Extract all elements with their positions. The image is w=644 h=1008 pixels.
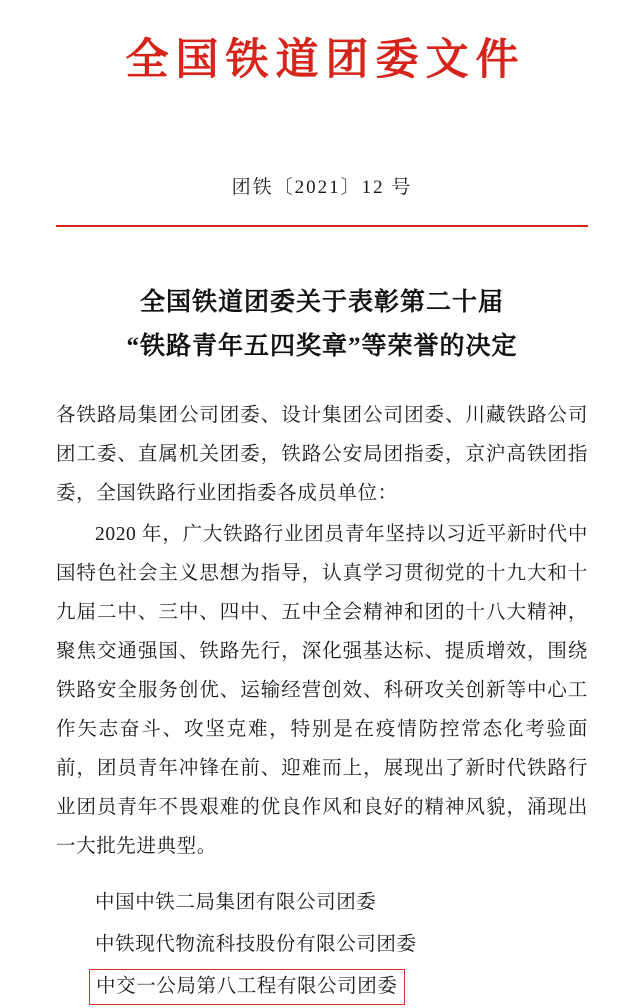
document-title — [56, 281, 588, 369]
document-title-line-2: “铁路青年五四奖章”等荣誉的决定 — [126, 332, 518, 360]
list-item: 中国中铁二局集团有限公司团委 — [95, 892, 377, 914]
list-item-highlighted — [56, 966, 588, 1008]
document-body — [56, 396, 588, 866]
recipients-paragraph: 各铁路局集团公司团委、设计集团公司团委、川藏铁路公司团工委、直属机关团委，铁路公安局团指委，京沪高铁团指委，全国铁路行业团指委各成员单位： — [56, 405, 588, 505]
body-paragraph-1: 2020 年，广大铁路行业团员青年坚持以习近平新时代中国特色社会主义思想为指导，认真学习贯彻党的十九大和十九届二中、三中、四中、五中全会精神和团的十八大精神，聚焦交通强国、铁路先行，深化强基达标、提质增效，围绕铁路安全服务创优、运输经营创效、科研攻关创新等中心工作矢志奋斗、攻坚克难，特别是在疫情防控常态化考验面前，团员青年冲锋在前、迎难而上，展现出了新时代铁路行业团员青年不畏艰难的优良作风和良好的精神风貌，涌现出一大批先进典型。 — [56, 524, 588, 858]
red-separator-rule — [56, 225, 588, 227]
list-item: 中铁现代物流科技股份有限公司团委 — [95, 934, 417, 956]
award-unit-list — [56, 882, 588, 1008]
masthead — [56, 0, 588, 88]
document-title-line-1: 全国铁道团委关于表彰第二十届 — [139, 288, 504, 316]
document-number: 团铁〔2021〕12 号 — [231, 176, 413, 198]
masthead-title: 全国铁道团委文件 — [125, 37, 526, 84]
highlight-box: 中交一公局第八工程有限公司团委 — [89, 969, 405, 1005]
